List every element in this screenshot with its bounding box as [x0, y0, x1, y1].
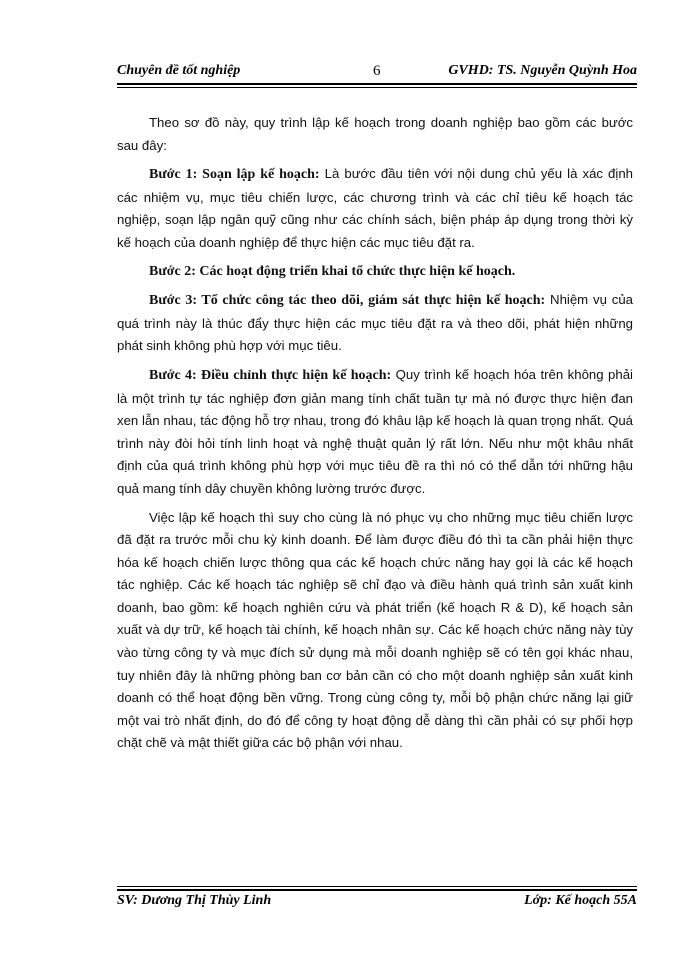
step4-text: Quy trình kế hoạch hóa trên không phải là một trình tự tác nghiệp đơn giản mang tính chất tuần tự mà nó được thực hiện đan xen lẫn nhau, tác động hỗ trợ nhau, trong đó khâu lập kế hoạch là quan trọng nhất. Quá trình này đòi hỏi tính linh hoạt và nghệ thuật quản lý rất lớn. Nếu như một khâu nhất định của quá trình không phù hợp với mục tiêu đề ra thì nó có thể dẫn tới những hậu quả mang tính dây chuyền không lường trước được. [117, 366, 633, 496]
step1-title: Bước 1: Soạn lập kế hoạch: [149, 167, 320, 183]
closing-paragraph: Việc lập kế hoạch thì suy cho cùng là nó phục vụ cho những mục tiêu chiến lược đã đặt ra trước mỗi chu kỳ kinh doanh. Để làm được điều đó thì ta cần phải hiện thực hóa kế hoạch chiến lược thông qua các kế hoạch chức năng hay gọi là các kế hoạch tác nghiệp. Các kế hoạch tác nghiệp sẽ chỉ đạo và điều hành quá trình sản xuất kinh doanh, bao gồm: kế hoạch nghiên cứu và phát triển (kế hoạch R & D), kế hoạch sản xuất và dự trữ, kế hoạch tài chính, kế hoạch nhân sự. Các kế hoạch chức năng này tùy vào từng công ty và mục đích sử dụng mà mỗi doanh nghiệp sẽ có tên gọi khác nhau, tuy nhiên đây là những phòng ban cơ bản cần có cho một doanh nghiệp sản xuất kinh doanh có thể hoạt động bền vững. Trong cùng công ty, mỗi bộ phận chức năng lại giữ một vai trò nhất định, do đó để công ty hoạt động dễ dàng thì cần phải có sự phối hợp chặt chẽ và mật thiết giữa các bộ phận với nhau. [117, 509, 633, 751]
footer-student-name: SV: Dương Thị Thùy Linh [117, 893, 272, 908]
page-footer [117, 893, 637, 913]
step3-title: Bước 3: Tổ chức công tác theo dõi, giám sát thực hiện kế hoạch: [149, 293, 546, 309]
step1-text: Là bước đầu tiên với nội dung chủ yếu là xác định các nhiệm vụ, mục tiêu chiến lược, các chương trình và các chỉ tiêu kế hoạch tác nghiệp, soạn lập ngân quỹ cũng như các chính sách, biện pháp áp dụng trong thời kỳ kế hoạch của doanh nghiệp để thực hiện các mục tiêu đặt ra. [117, 166, 633, 250]
step2-paragraph: Bước 2: Các hoạt động triển khai tổ chức thực hiện kế hoạch. [149, 263, 516, 279]
header-thesis-title: Chuyên đề tốt nghiệp [117, 63, 241, 78]
footer-rule-thin [117, 886, 637, 887]
footer-rule-thick [117, 889, 637, 891]
header-rule-thick [117, 83, 637, 85]
page-number: 6 [373, 63, 381, 79]
header-supervisor: GVHD: TS. Nguyễn Quỳnh Hoa [448, 63, 637, 78]
footer-class: Lớp: Kế hoạch 55A [524, 893, 637, 908]
intro-paragraph: Theo sơ đồ này, quy trình lập kế hoạch trong doanh nghiệp bao gồm các bước sau đây: [117, 115, 633, 153]
header-rule-thin [117, 87, 637, 88]
step4-title: Bước 4: Điều chỉnh thực hiện kế hoạch: [149, 367, 392, 383]
step3-text: Nhiệm vụ của quá trình này là thúc đẩy thực hiện các mục tiêu đặt ra và theo dõi, phát hiện những phát sinh không phù hợp với mục tiêu. [117, 292, 633, 354]
document-body [117, 112, 633, 761]
step3-paragraph [117, 289, 633, 358]
page-header [117, 63, 637, 83]
step1-paragraph [117, 163, 633, 254]
step4-paragraph [117, 364, 633, 501]
